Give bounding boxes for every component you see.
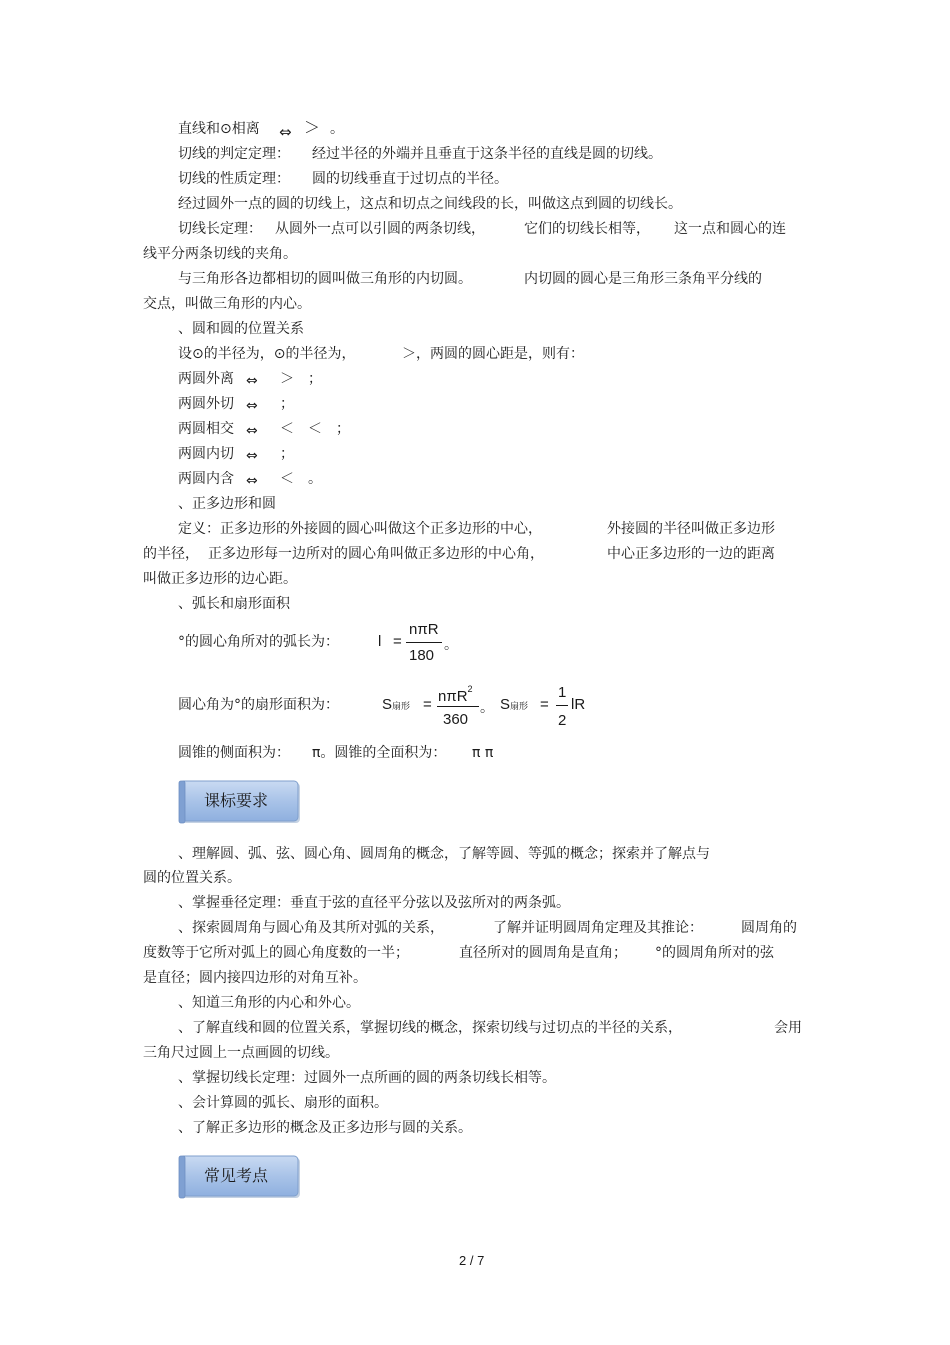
list-item: 直径所对的圆周角是直角； — [459, 945, 627, 961]
sector-denominator: 360 — [443, 711, 469, 728]
relation-label: 两圆内含 — [178, 471, 234, 487]
text-line: ＞，两圆的圆心距是，则有： — [402, 346, 584, 362]
theorem-label: 切线长定理： — [178, 221, 262, 237]
section-heading: 、弧长和扇形面积 — [178, 596, 290, 612]
arc-numerator: nπR — [409, 621, 439, 638]
list-item: 会用 — [774, 1020, 802, 1036]
list-item: 是直径；圆内接四边形的对角互补。 — [143, 970, 367, 986]
text-line: 定义：正多边形的外接圆的圆心叫做这个正多边形的中心， — [178, 521, 542, 537]
page-number: 2 / 7 — [459, 1253, 485, 1268]
list-item: °的圆周角所对的弦 — [655, 945, 774, 961]
list-item: 、理解圆、弧、弦、圆心角、圆周角的概念，了解等圆、等弧的概念；探索并了解点与 — [178, 846, 710, 862]
text-line: 外接圆的半径叫做正多边形 — [607, 521, 775, 537]
list-item: 、掌握切线长定理：过圆外一点所画的圆的两条切线长相等。 — [178, 1070, 556, 1086]
sector-symbol — [382, 696, 410, 715]
section-banner — [178, 1154, 302, 1200]
half-denominator: 2 — [558, 712, 567, 729]
text-line: 与三角形各边都相切的圆叫做三角形的内切圆。 — [178, 271, 472, 287]
theorem-label: 切线的判定定理： — [178, 146, 290, 162]
relation-expr: ； — [280, 446, 294, 462]
theorem-label: 切线的性质定理： — [178, 171, 290, 187]
relation-expr: ； — [280, 396, 294, 412]
arc-denominator: 180 — [409, 647, 435, 664]
iff-symbol: ⇔ — [246, 448, 258, 464]
sector-s: S — [382, 696, 393, 713]
relation-expr: ＞ ； — [280, 371, 322, 387]
iff-symbol: ⇔ — [279, 123, 292, 141]
text-line: 叫做正多边形的边心距。 — [143, 571, 297, 587]
list-item: 、了解直线和圆的位置关系，掌握切线的概念，探索切线与过切点的半径的关系， — [178, 1020, 682, 1036]
text-line: 直线和⊙相离 — [178, 121, 260, 137]
list-item: 、掌握垂径定理：垂直于弦的直径平分弦以及弦所对的两条弧。 — [178, 895, 570, 911]
relation-label: 两圆外切 — [178, 396, 234, 412]
section-heading: 、圆和圆的位置关系 — [178, 321, 304, 337]
list-item: 圆周角的 — [741, 920, 797, 936]
sector-s: S — [500, 696, 511, 713]
superscript: 2 — [467, 684, 473, 694]
arc-length-var: l — [378, 633, 382, 650]
sector-num-text: nπR — [438, 688, 468, 705]
list-item: 、会计算圆的弧长、扇形的面积。 — [178, 1095, 388, 1111]
relation-label: 两圆外离 — [178, 371, 234, 387]
list-item: 了解并证明圆周角定理及其推论： — [493, 920, 703, 936]
sector-subscript: 扇形 — [510, 701, 529, 711]
relation-expr: ＜ ＜ ； — [280, 421, 350, 437]
fraction-bar — [406, 642, 442, 643]
iff-symbol: ⇔ — [246, 423, 258, 439]
text-line: 的半径， — [143, 546, 199, 562]
sector-subscript: 扇形 — [392, 701, 411, 711]
text-line: °的圆心角所对的弧长为： — [178, 634, 339, 650]
text-line: 圆的切线垂直于过切点的半径。 — [312, 171, 508, 187]
iff-symbol: ⇔ — [246, 473, 258, 489]
text-line: 经过圆外一点的圆的切线上，这点和切点之间线段的长，叫做这点到圆的切线长。 — [178, 196, 682, 212]
sector-numerator — [438, 683, 473, 706]
equals-sign: = — [393, 633, 402, 650]
fraction-bar — [437, 706, 479, 707]
list-item: 三角尺过圆上一点画圆的切线。 — [143, 1045, 339, 1061]
fraction-bar — [556, 705, 568, 706]
iff-symbol: ⇔ — [246, 373, 258, 389]
half-numerator: 1 — [558, 684, 567, 701]
relation-symbol: ＞ — [304, 118, 321, 137]
text-line: 线平分两条切线的夹角。 — [143, 246, 297, 262]
text-line: 从圆外一点可以引圆的两条切线， — [275, 221, 485, 237]
text-line: π π — [472, 745, 494, 761]
text-line: 交点，叫做三角形的内心。 — [143, 296, 311, 312]
text-line: 设⊙的半径为，⊙的半径为， — [178, 346, 356, 362]
punctuation: 。 — [480, 700, 494, 716]
equals-sign: = — [423, 696, 432, 713]
text-line: 它们的切线长相等， — [524, 221, 650, 237]
lr-product: lR — [571, 696, 586, 713]
text-line: 这一点和圆心的连 — [674, 221, 786, 237]
list-item: 、知道三角形的内心和外心。 — [178, 995, 360, 1011]
text-line: 内切圆的圆心是三角形三条角平分线的 — [524, 271, 762, 287]
iff-symbol: ⇔ — [246, 398, 258, 414]
list-item: 圆的位置关系。 — [143, 870, 241, 886]
text-line: π。圆锥的全面积为： — [312, 745, 447, 761]
sector-symbol — [500, 696, 528, 715]
section-heading: 、正多边形和圆 — [178, 496, 276, 512]
text-line: 经过半径的外端并且垂直于这条半径的直线是圆的切线。 — [312, 146, 662, 162]
list-item: 、了解正多边形的概念及正多边形与圆的关系。 — [178, 1120, 472, 1136]
relation-label: 两圆内切 — [178, 446, 234, 462]
list-item: 、探索圆周角与圆心角及其所对弧的关系， — [178, 920, 444, 936]
punctuation: 。 — [330, 121, 344, 137]
section-banner — [178, 779, 302, 825]
equals-sign: = — [540, 696, 549, 713]
relation-expr: ＜ 。 — [280, 471, 322, 487]
punctuation: 。 — [444, 637, 458, 653]
list-item: 度数等于它所对弧上的圆心角度数的一半； — [143, 945, 409, 961]
text-line: 圆心角为°的扇形面积为： — [178, 697, 339, 713]
relation-label: 两圆相交 — [178, 421, 234, 437]
text-line: 正多边形每一边所对的圆心角叫做正多边形的中心角， — [208, 546, 544, 562]
text-line: 圆锥的侧面积为： — [178, 745, 290, 761]
banner-title: 常见考点 — [204, 1166, 269, 1185]
text-line: 中心正多边形的一边的距离 — [607, 546, 775, 562]
banner-title: 课标要求 — [204, 791, 269, 810]
